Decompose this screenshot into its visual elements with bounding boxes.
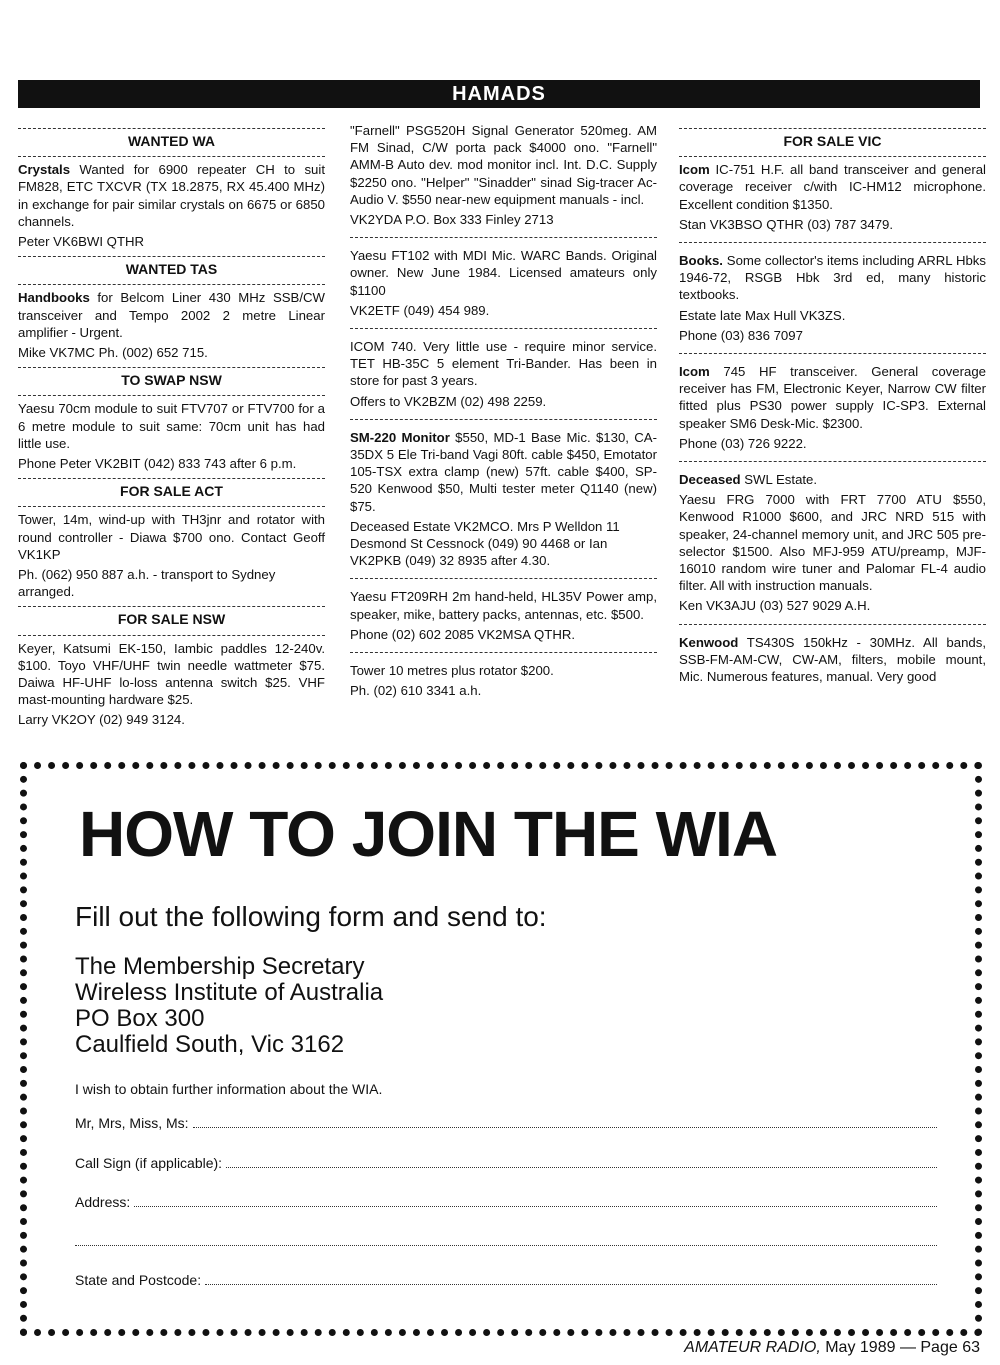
ad-lead: SM-220 Monitor	[350, 429, 450, 445]
ad-text: Tower 10 metres plus rotator $200.	[350, 663, 554, 679]
ad-contact: Larry VK2OY (02) 949 3124.	[18, 712, 185, 728]
ad-body	[350, 122, 657, 208]
ad-lead: Icom	[679, 364, 710, 380]
section-heading: FOR SALE VIC	[783, 133, 882, 149]
ad-body	[679, 161, 986, 213]
ad-body	[350, 662, 657, 679]
ad-lead: Deceased	[679, 472, 741, 488]
column-2	[350, 122, 657, 702]
info-request-text: I wish to obtain further information about the WIA.	[75, 1081, 383, 1097]
ad-text: Yaesu 70cm module to suit FTV707 or FTV700 for a 6 metre module to suit same: 70cm unit has had little use.	[18, 401, 325, 451]
ad-contact: VK2YDA P.O. Box 333 Finley 2713	[350, 212, 554, 228]
ad-contact: Estate late Max Hull VK3ZS.	[679, 307, 846, 323]
classified-ad	[679, 161, 986, 233]
ad-contact: Ph. (02) 610 3341 a.h.	[350, 683, 482, 699]
ad-text: Yaesu FT102 with MDI Mic. WARC Bands. Original owner. New June 1984. Licensed amateurs only $1100	[350, 248, 657, 298]
ad-body	[350, 588, 657, 622]
address-field-2-line[interactable]	[75, 1233, 937, 1246]
ad-body	[679, 634, 986, 686]
ad-lead: Icom	[679, 162, 710, 178]
postcode-field-line[interactable]	[205, 1272, 937, 1285]
callsign-field[interactable]	[75, 1155, 937, 1171]
address-line: The Membership Secretary	[75, 953, 365, 980]
classified-ad	[350, 338, 657, 410]
postcode-field-label: State and Postcode:	[75, 1272, 202, 1288]
ad-text: Keyer, Katsumi EK-150, Iambic paddles 12-240v. $100. Toyo VHF/UHF twin needle wattmeter $75. Daiwa HF-UHF lo-loss antenna switch $25. VHF mast-mounting hardware $25.	[18, 640, 325, 708]
ad-body	[18, 289, 325, 341]
ad-text: IC-751 H.F. all band transceiver and general coverage receiver c/with IC-HM12 microphone. Excellent condition $1350.	[679, 162, 986, 212]
dashed-divider	[679, 624, 986, 625]
ad-body	[350, 429, 657, 515]
classified-ad	[350, 588, 657, 643]
dashed-divider	[350, 652, 657, 653]
ad-contact: Stan VK3BSO QTHR (03) 787 3479.	[679, 216, 894, 232]
address-line: Caulfield South, Vic 3162	[75, 1031, 345, 1058]
classified-ad	[350, 662, 657, 699]
dashed-divider	[18, 256, 325, 257]
ad-contact: Mike VK7MC Ph. (002) 652 715.	[18, 345, 208, 361]
address-line: Wireless Institute of Australia	[75, 979, 384, 1006]
classified-ad	[18, 161, 325, 250]
dashed-divider	[18, 478, 325, 479]
address-field[interactable]	[75, 1194, 937, 1210]
ad-text: "Farnell" PSG520H Signal Generator 520meg. AM FM Sinad, C/W porta pack $4000 ono. "Farnell" AMM-B Auto dev. mod monitor incl. Int. D.C. Supply $2250 ono. "Helper" "Sinadder" sinad Sig-tracer Ac-Audio V. $550 near-new equipment manuals - incl.	[350, 123, 657, 207]
join-title: HOW TO JOIN THE WIA	[79, 798, 778, 870]
join-subtitle: Fill out the following form and send to:	[75, 901, 547, 932]
dashed-divider	[18, 606, 325, 607]
dashed-divider	[679, 461, 986, 462]
section-heading: FOR SALE NSW	[117, 611, 226, 628]
ad-body	[679, 491, 986, 594]
address-field-line[interactable]	[134, 1194, 937, 1207]
ad-body	[350, 338, 657, 390]
section-banner	[18, 80, 980, 108]
ad-text: Yaesu FT209RH 2m hand-held, HL35V Power amp, speaker, mike, battery packs, antennas, etc. $500.	[350, 589, 657, 622]
dashed-divider	[350, 578, 657, 579]
section-heading: WANTED WA	[127, 133, 216, 149]
dashed-divider	[18, 156, 325, 157]
ad-body	[18, 511, 325, 563]
classified-ad	[350, 429, 657, 570]
ad-lead: Crystals	[18, 162, 71, 178]
dashed-divider	[679, 353, 986, 354]
magazine-name: AMATEUR RADIO,	[684, 1339, 821, 1356]
dashed-divider	[679, 156, 986, 157]
dashed-divider	[350, 237, 657, 238]
classified-ad	[350, 122, 657, 228]
issue-page: May 1989 — Page 63	[820, 1339, 980, 1356]
classified-ad	[350, 247, 657, 319]
postcode-field[interactable]	[75, 1272, 937, 1288]
classified-ad	[679, 252, 986, 324]
column-1	[18, 122, 325, 732]
ad-contact: Ken VK3AJU (03) 527 9029 A.H.	[679, 598, 871, 614]
dashed-divider	[679, 128, 986, 129]
banner-title: HAMADS	[452, 82, 546, 105]
name-field-line[interactable]	[193, 1115, 937, 1128]
classified-ad	[679, 634, 986, 686]
mailing-address	[75, 954, 383, 1058]
page-footer	[684, 1339, 980, 1357]
ad-contact: Phone Peter VK2BIT (042) 833 743 after 6 p.m.	[18, 456, 297, 472]
classified-ad	[18, 511, 325, 600]
ad-contact: Offers to VK2BZM (02) 498 2259.	[350, 393, 547, 409]
dashed-divider	[350, 328, 657, 329]
ad-text: Yaesu FRG 7000 with FRT 7700 ATU $550, Kenwood R1000 $600, and JRC NRD 515 with speaker, 24-channel memory unit, and JRC 505 pre-selector $1500. Also MFJ-959 ATU/preamp, MJF-16010 random wire tuner and Palomar FL-4 audio filter. All with instruction manuals.	[679, 492, 986, 594]
dashed-divider	[18, 635, 325, 636]
ad-text: Wanted for 6900 repeater CH to suit FM828, ETC TXCVR (TX 18.2875, RX 45.400 MHz) in exchange for pair similar crystals on 6675 or 6850 channels.	[18, 162, 325, 229]
name-field-label: Mr, Mrs, Miss, Ms:	[75, 1115, 189, 1131]
section-heading: WANTED TAS	[125, 261, 218, 278]
ad-contact: Ph. (062) 950 887 a.h. - transport to Sydney arranged.	[18, 567, 276, 600]
dashed-divider	[18, 367, 325, 368]
ad-contact: Phone (02) 602 2085 VK2MSA QTHR.	[350, 626, 576, 642]
ad-contact: Phone (03) 726 9222.	[679, 435, 807, 451]
ad-lead: Handbooks	[18, 290, 90, 306]
ad-body	[18, 640, 325, 709]
ad-text: Some collector's items including ARRL Hbks 1946-72, RSGB Hbk 3rd ed, many historic textbooks.	[679, 253, 986, 303]
classified-ad	[679, 363, 986, 452]
dashed-divider	[18, 284, 325, 285]
dashed-divider	[18, 128, 325, 129]
ad-body	[18, 400, 325, 452]
name-field[interactable]	[75, 1115, 937, 1131]
column-3	[679, 122, 986, 688]
ad-body	[679, 471, 986, 488]
address-field-label: Address:	[75, 1194, 131, 1210]
ad-body	[679, 363, 986, 432]
dashed-divider	[18, 506, 325, 507]
ad-contact: Phone (03) 836 7097	[679, 327, 803, 343]
ad-lead: Kenwood	[679, 634, 739, 650]
ad-text: ICOM 740. Very little use - require minor service. TET HB-35C 5 element Tri-Bander. Has been in store for past 3 years.	[350, 339, 657, 389]
ad-lead: Books.	[679, 253, 723, 269]
ad-text: SWL Estate.	[740, 472, 818, 488]
section-heading: FOR SALE ACT	[120, 483, 223, 500]
classified-ad	[679, 327, 986, 344]
ad-text: Tower, 14m, wind-up with TH3jnr and rotator with round controller - Diawa $700 ono. Contact Geoff VK1KP	[18, 512, 325, 562]
address-field-2[interactable]	[75, 1233, 937, 1246]
ad-contact: Deceased Estate VK2MCO. Mrs P Welldon 11 Desmond St Cessnock (049) 90 4468 or Ian VK2PKB (049) 32 8935 after 4.30.	[350, 518, 620, 569]
address-line: PO Box 300	[75, 1005, 205, 1032]
classified-ad	[18, 640, 325, 729]
ad-text: for Belcom Liner 430 MHz SSB/CW transceiver and Tempo 2002 2 metre Linear amplifier - Urgent.	[18, 290, 325, 340]
dashed-divider	[18, 395, 325, 396]
ad-contact: VK2ETF (049) 454 989.	[350, 302, 490, 318]
classified-ad	[679, 471, 986, 488]
dashed-divider	[679, 242, 986, 243]
ad-body	[18, 161, 325, 230]
ad-contact: Peter VK6BWI QTHR	[18, 234, 145, 250]
ad-text: 745 HF transceiver. General coverage receiver has FM, Electronic Keyer, Narrow CW filter fitted plus PS30 power supply IC-SP3. External speaker SM6 Desk-Mic. $2300.	[679, 364, 986, 431]
section-heading: TO SWAP NSW	[121, 372, 222, 389]
ad-text: TS430S 150kHz - 30MHz. All bands, SSB-FM-AM-CW, CW-AM, filters, mobile mount, Mic. Numerous features, manual. Very good	[679, 634, 986, 685]
ad-body	[679, 252, 986, 304]
classified-ad	[18, 400, 325, 472]
dashed-divider	[350, 419, 657, 420]
callsign-field-line[interactable]	[226, 1155, 937, 1168]
ad-body	[350, 247, 657, 299]
ad-text: $550, MD-1 Base Mic. $130, CA-35DX 5 Ele Tri-band Vagi 80ft. cable $450, Emotator 105-TSX extra clamp (new) 57ft. cable $400, SP-520 Kenwood $50, Multi tester meter Q1140 (new) $75.	[350, 429, 657, 514]
callsign-field-label: Call Sign (if applicable):	[75, 1155, 223, 1171]
join-wia-box	[20, 762, 982, 1336]
classified-ad	[679, 491, 986, 614]
classified-ad	[18, 289, 325, 361]
